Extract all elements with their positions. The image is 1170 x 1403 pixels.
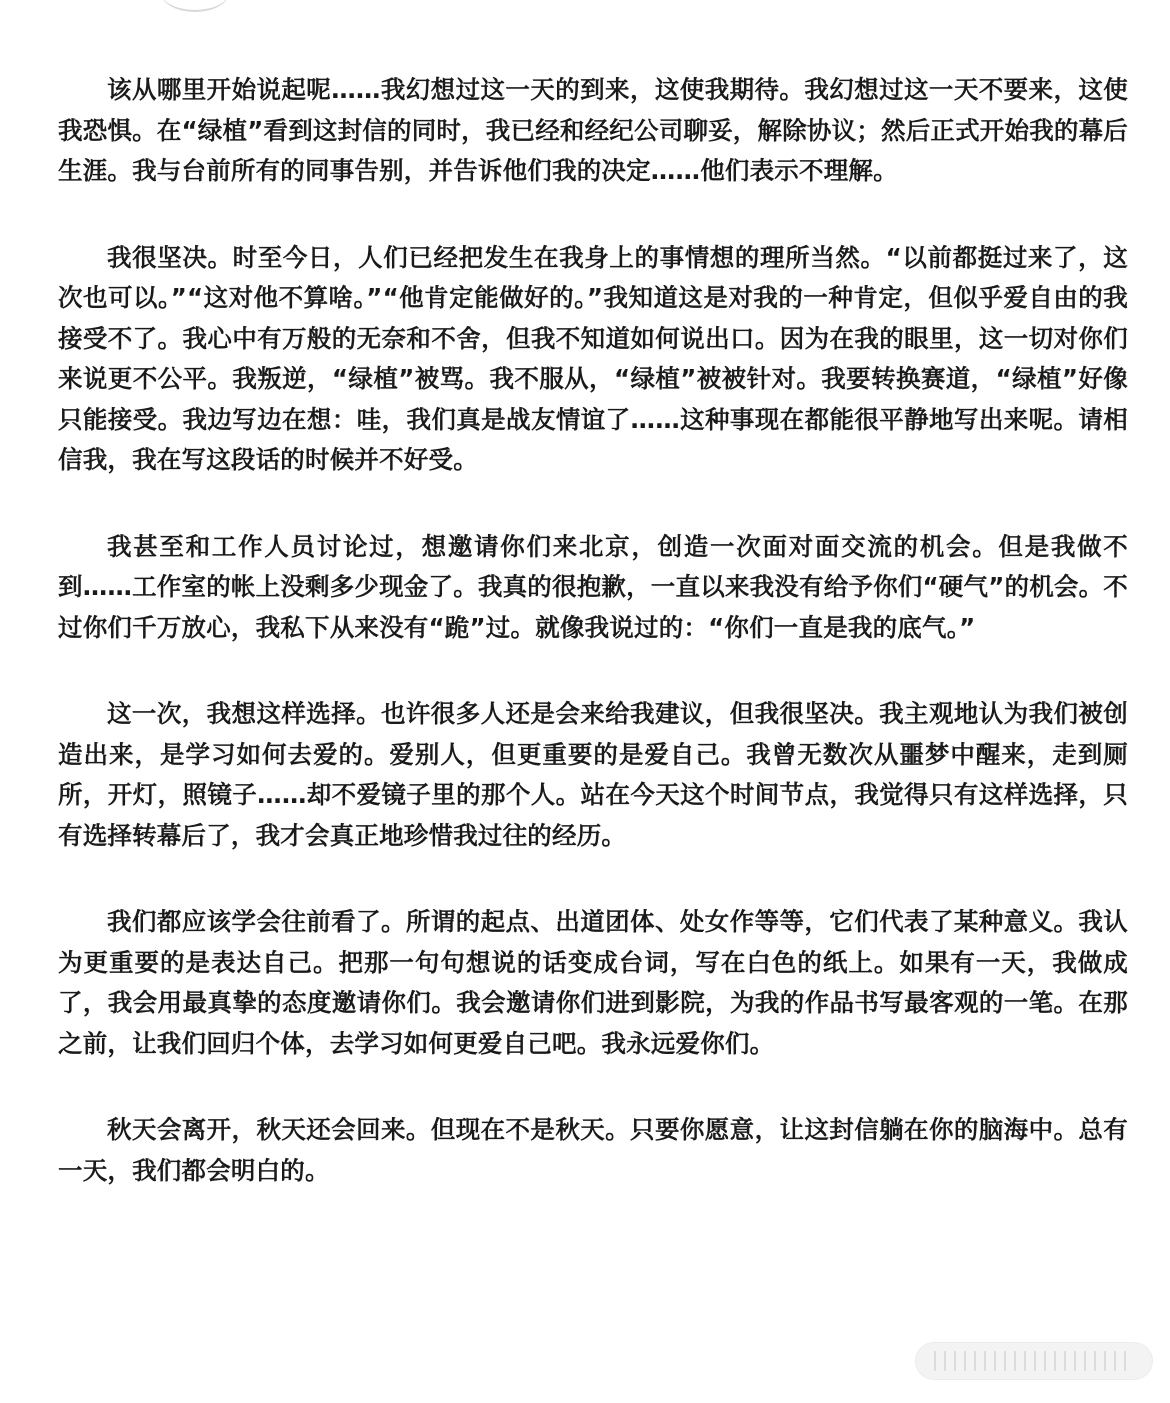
letter-paragraph-3: 我甚至和工作人员讨论过，想邀请你们来北京，创造一次面对面交流的机会。但是我做不到……工作室的帐上没剩多少现金了。我真的很抱歉，一直以来我没有给予你们“硬气”的机会。不过你们千万放心，我私下从来没有“跪”过。就像我说过的：“你们一直是我的底气。” <box>58 531 1128 642</box>
watermark <box>916 1343 1152 1379</box>
letter-body <box>58 70 1128 1191</box>
letter-paragraph-6: 秋天会离开，秋天还会回来。但现在不是秋天。只要你愿意，让这封信躺在你的脑海中。总有一天，我们都会明白的。 <box>58 1115 1128 1185</box>
letter-paragraph-4: 这一次，我想这样选择。也许很多人还是会来给我建议，但我很坚决。我主观地认为我们被创造出来，是学习如何去爱的。爱别人，但更重要的是爱自己。我曾无数次从噩梦中醒来，走到厕所，开灯，照镜子……却不爱镜子里的那个人。站在今天这个时间节点，我觉得只有这样选择，只有选择转幕后了，我才会真正地珍惜我过往的经历。 <box>58 699 1128 850</box>
letter-paragraph-2: 我很坚决。时至今日，人们已经把发生在我身上的事情想的理所当然。“以前都挺过来了，这次也可以。”“这对他不算啥。”“他肯定能做好的。”我知道这是对我的一种肯定，但似乎爱自由的我接受不了。我心中有万般的无奈和不舍，但我不知道如何说出口。因为在我的眼里，这一切对你们来说更不公平。我叛逆，“绿植”被骂。我不服从，“绿植”被被针对。我要转换赛道，“绿植”好像只能接受。我边写边在想：哇，我们真是战友情谊了……这种事现在都能很平静地写出来呢。请相信我，我在写这段话的时候并不好受。 <box>58 242 1128 474</box>
letter-paragraph-5: 我们都应该学会往前看了。所谓的起点、出道团体、处女作等等，它们代表了某种意义。我认为更重要的是表达自己。把那一句句想说的话变成台词，写在白色的纸上。如果有一天，我做成了，我会用最真挚的态度邀请你们。我会邀请你们进到影院，为我的作品书写最客观的一笔。在那之前，让我们回归个体，去学习如何更爱自己吧。我永远爱你们。 <box>58 907 1128 1058</box>
watermark-pattern <box>934 1351 1134 1371</box>
letter-paragraph-1: 该从哪里开始说起呢……我幻想过这一天的到来，这使我期待。我幻想过这一天不要来，这使我恐惧。在“绿植”看到这封信的同时，我已经和经纪公司聊妥，解除协议；然后正式开始我的幕后生涯。我与台前所有的同事告别，并告诉他们我的决定……他们表示不理解。 <box>58 75 1128 185</box>
top-edge-decoration <box>160 0 230 12</box>
